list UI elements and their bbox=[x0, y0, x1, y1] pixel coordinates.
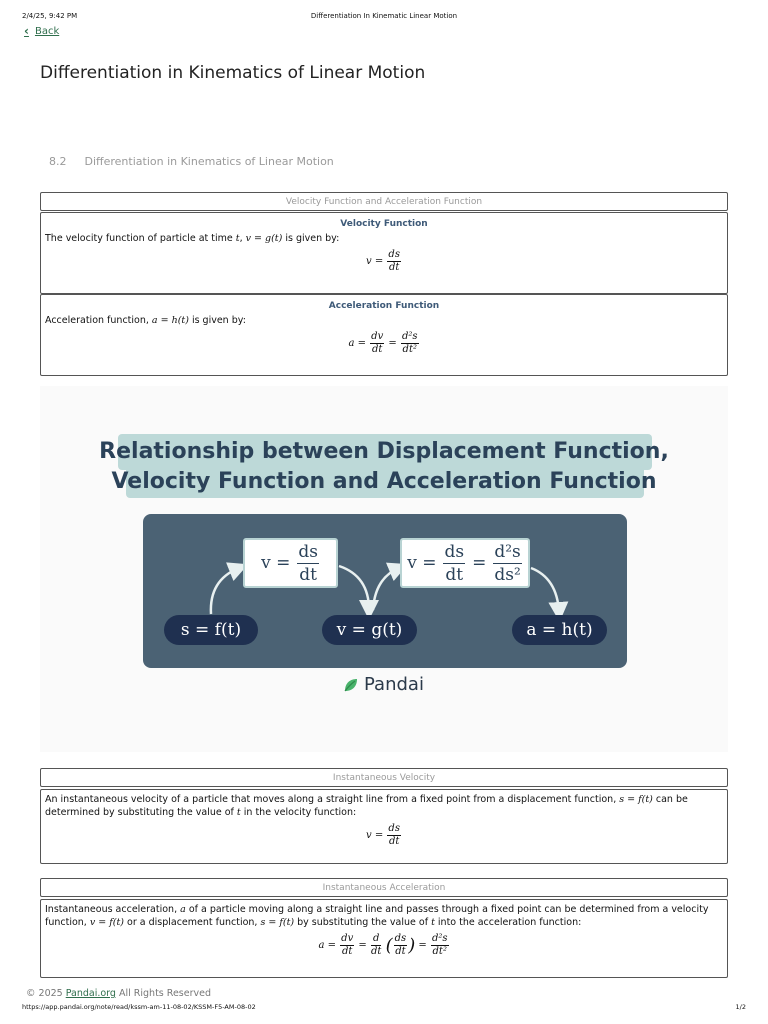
instantaneous-acceleration-description: Instantaneous acceleration, a of a particle moving along a straight line and passes through a fixed point can be determined from a velocity function, v = f(t) or a displacement function, s = f(t) by substituting the value of t into the acceleration function: bbox=[45, 904, 709, 928]
print-page-title: Differentiation In Kinematic Linear Motion bbox=[310, 12, 458, 20]
velocity-function-panel bbox=[40, 212, 728, 294]
pandai-leaf-icon bbox=[342, 676, 360, 694]
pandai-link[interactable]: Pandai.org bbox=[65, 988, 116, 999]
velocity-function-description: The velocity function of particle at time t, v = g(t) is given by: bbox=[45, 233, 340, 244]
card-header-instantaneous-velocity bbox=[40, 768, 728, 787]
diagram-title-line-2: Velocity Function and Acceleration Function bbox=[111, 469, 657, 494]
acceleration-function-pill: a = h(t) bbox=[512, 615, 607, 645]
instantaneous-velocity-panel bbox=[40, 789, 728, 864]
instantaneous-acceleration-panel bbox=[40, 899, 728, 978]
velocity-formula: v = $\frac{ds}{dt}$ bbox=[366, 249, 400, 273]
diagram-title-line-1: Relationship between Displacement Function, bbox=[99, 439, 669, 464]
relationship-diagram bbox=[40, 386, 728, 752]
arrow-box2-to-a bbox=[531, 568, 559, 612]
acceleration-formula-box: v = $\frac{ds}{dt}$ = $\frac{\text{d²s}}{\text{ds²}}$ bbox=[400, 538, 530, 588]
card-header-instantaneous-acceleration bbox=[40, 878, 728, 897]
section-number: 8.2 bbox=[49, 155, 67, 168]
pandai-logo-text: Pandai bbox=[364, 674, 424, 695]
arrow-s-to-box1 bbox=[211, 568, 239, 614]
acceleration-function-title: Acceleration Function bbox=[328, 301, 440, 311]
chevron-left-icon: ‹ bbox=[24, 24, 29, 38]
section-title: Differentiation in Kinematics of Linear Motion bbox=[84, 155, 334, 168]
page-title: Differentiation in Kinematics of Linear Motion bbox=[40, 63, 426, 83]
card-header-text: Velocity Function and Acceleration Function bbox=[285, 197, 483, 207]
back-label: Back bbox=[34, 25, 60, 37]
velocity-formula-box: v = $\frac{ds}{dt}$ bbox=[243, 538, 338, 588]
pandai-logo bbox=[342, 674, 424, 695]
card-header-text: Instantaneous Acceleration bbox=[322, 883, 446, 893]
back-link[interactable] bbox=[24, 24, 59, 38]
print-page-indicator: 1/2 bbox=[735, 1003, 746, 1011]
acceleration-function-panel bbox=[40, 294, 728, 376]
instantaneous-velocity-description: An instantaneous velocity of a particle that moves along a straight line from a fixed point from a displacement function, s = f(t) can be determined by substituting the value of t in the velocity function: bbox=[45, 794, 688, 818]
acceleration-formula: a = $\frac{dv}{dt}$ = $\frac{\text{d²s}}{\text{dt²}}$ bbox=[348, 331, 418, 355]
arrow-box1-to-v bbox=[339, 566, 369, 610]
diagram-panel bbox=[143, 514, 627, 668]
card-header-velocity-acceleration bbox=[40, 192, 728, 211]
footer-copyright: © 2025 Pandai.org All Rights Reserved bbox=[26, 988, 211, 999]
arrow-v-to-box2 bbox=[373, 568, 399, 610]
print-datetime: 2/4/25, 9:42 PM bbox=[22, 12, 78, 20]
instantaneous-acceleration-formula: a = $\frac{dv}{dt}$ = $\frac{d}{dt}$ ( $\frac{ds}{dt}$ ) = $\frac{\text{d²s}}{\text{dt²}}$ bbox=[318, 933, 448, 957]
displacement-function-pill: s = f(t) bbox=[164, 615, 258, 645]
print-url: https://app.pandai.org/note/read/kssm-am-11-08-02/KSSM-F5-AM-08-02 bbox=[22, 1003, 256, 1011]
section-heading bbox=[49, 155, 334, 168]
velocity-function-title: Velocity Function bbox=[340, 219, 428, 229]
acceleration-function-description: Acceleration function, a = h(t) is given by: bbox=[45, 315, 246, 326]
card-header-text: Instantaneous Velocity bbox=[332, 773, 436, 783]
instantaneous-velocity-formula: v = $\frac{ds}{dt}$ bbox=[366, 823, 400, 847]
velocity-function-pill: v = g(t) bbox=[322, 615, 417, 645]
